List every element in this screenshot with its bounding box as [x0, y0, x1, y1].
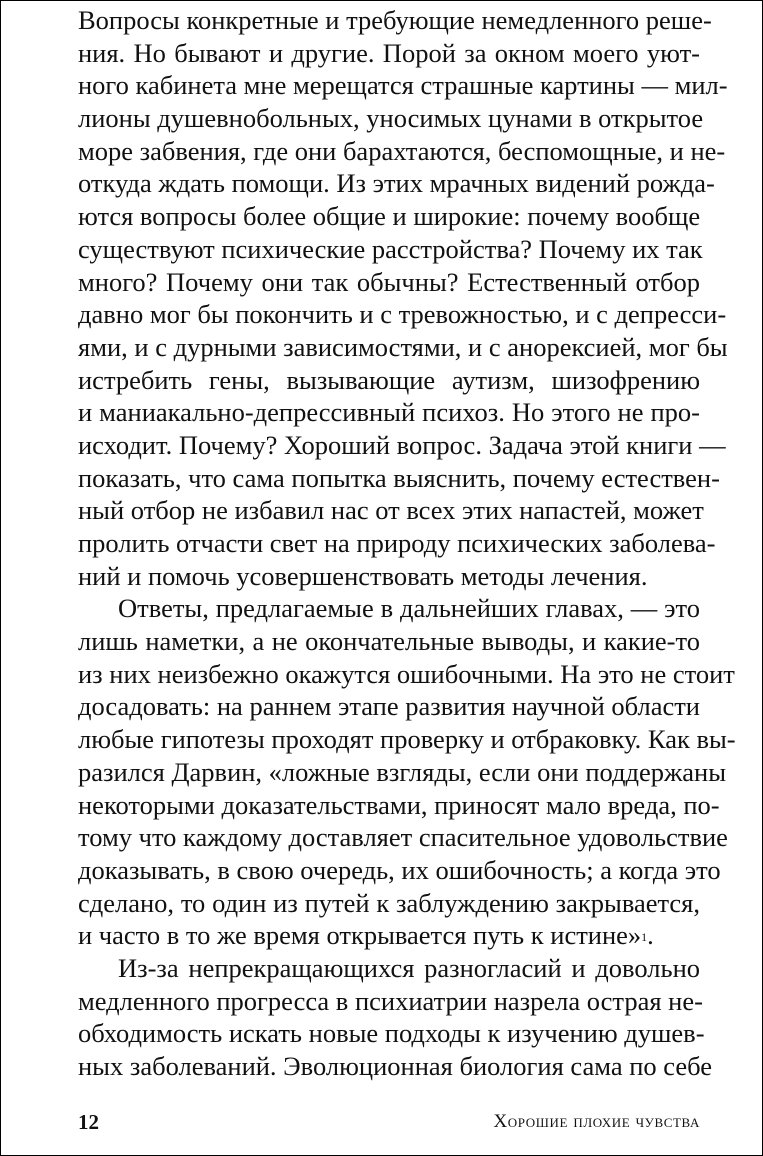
sentence-end: . [647, 920, 654, 951]
text-line: сделано, то один из путей к заблуждению закрывается, [78, 887, 700, 918]
footnote-marker[interactable]: 1 [641, 930, 648, 945]
text-line: пролить отчасти свет на природу психических заболева- [78, 528, 716, 558]
text-line: Из-за непрекращающихся разногласий и довольно [118, 952, 700, 983]
text-line: из них неизбежно окажутся ошибочными. На это не стоит [78, 658, 735, 689]
text-line: ный отбор не избавил нас от всех этих напастей, может [78, 495, 704, 526]
text-line: Ответы, предлагаемые в дальнейших главах, — это [118, 593, 700, 624]
page-footer [78, 1107, 700, 1137]
text-line: откуда ждать помощи. Из этих мрачных видений рожда- [78, 168, 715, 199]
running-title: Хорошие плохие чувства [493, 1111, 700, 1132]
text-line: и часто в то же время открывается путь к истине» [78, 920, 642, 951]
text-line: и маниакально-депрессивный психоз. Но этого не про- [78, 397, 700, 428]
text-line: давно мог бы покончить и с тревожностью, и с депресси- [78, 299, 727, 330]
text-line: ния. Но бывают и другие. Порой за окном моего уют- [78, 37, 700, 68]
text-line: Вопросы конкретные и требующие немедленного реше- [78, 5, 712, 35]
text-line: ями, и с дурными зависимостями, и с анорексией, мог бы [78, 331, 728, 362]
text-line: доказывать, в свою очередь, их ошибочность; а когда это [78, 854, 721, 885]
text-line: исходит. Почему? Хороший вопрос. Задача этой книги — [78, 429, 726, 460]
text-line: медленного прогресса в психиатрии назрела острая не- [78, 985, 703, 1016]
text-line: разился Дарвин, «ложные взгляды, если они поддержаны [78, 756, 727, 787]
text-line: обходимость искать новые подходы к изучению душев- [78, 1018, 705, 1049]
text-line: тому что каждому доставляет спасительное удовольствие [78, 822, 728, 853]
text-line: лишь наметки, а не окончательные выводы, и какие-то [78, 626, 700, 657]
text-line-with-footnote [78, 919, 700, 952]
text-line: любые гипотезы проходят проверку и отбраковку. Как вы- [78, 724, 736, 755]
text-line: много? Почему они так обычны? Естественный отбор [78, 266, 700, 297]
text-line: ных заболеваний. Эволюционная биология сама по себе [78, 1051, 713, 1081]
text-line: истребить гены, вызывающие аутизм, шизофрению [78, 364, 700, 395]
text-line: некоторыми доказательствами, приносят мало вреда, по- [78, 789, 720, 820]
body-text [78, 4, 736, 1083]
text-line: показать, что сама попытка выяснить, почему естествен- [78, 462, 720, 493]
text-line: ного кабинета мне мерещатся страшные картины — мил- [78, 70, 728, 101]
text-line: море забвения, где они барахтаются, беспомощные, и не- [78, 135, 726, 166]
text-line: досадовать: на раннем этапе развития научной области [78, 691, 700, 722]
page-number: 12 [78, 1110, 99, 1134]
text-line: ний и помочь усовершенствовать методы лечения. [78, 560, 648, 591]
text-line: ются вопросы более общие и широкие: почему вообще [78, 201, 701, 232]
text-line: лионы душевнобольных, уносимых цунами в открытое [78, 103, 704, 134]
text-line: существуют психические расстройства? Почему их так [78, 233, 703, 264]
